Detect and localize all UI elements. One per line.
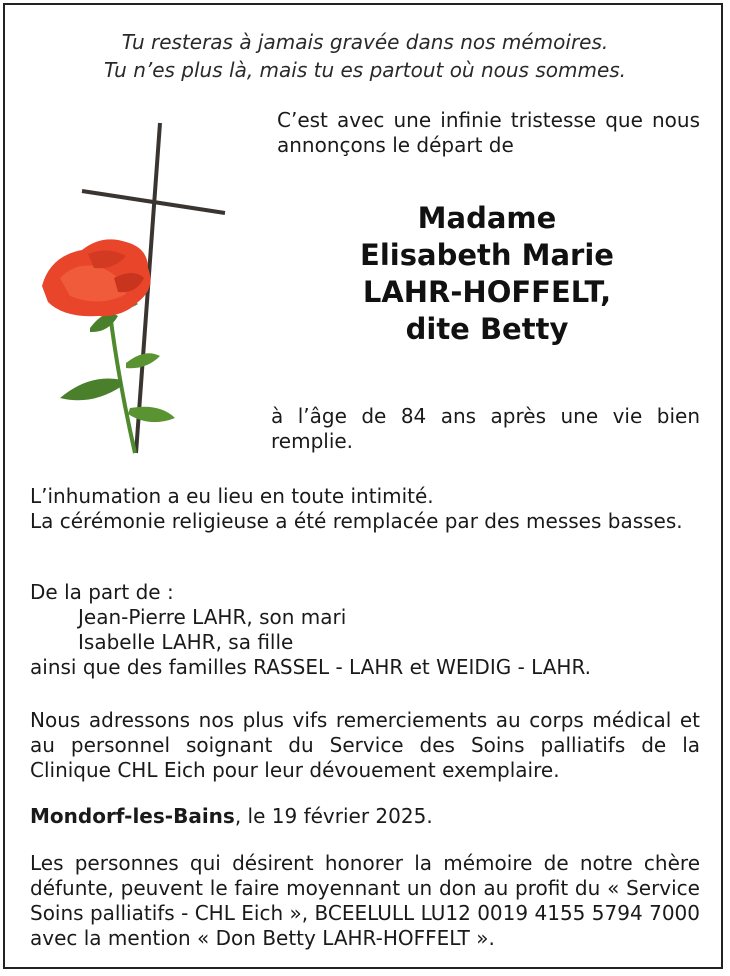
family-member-2: Isabelle LAHR, sa fille (78, 630, 294, 654)
thanks-paragraph: Nous adressons nos plus vifs remerciements au corps médical et au personnel soignant du Service des Soins palliatifs de la Clinique CHL Eich pour leur dévouement exemplaire. (30, 708, 700, 782)
notice-date: , le 19 février 2025. (234, 804, 433, 828)
family-others: ainsi que des familles RASSEL - LAHR et WEIDIG - LAHR. (30, 655, 592, 679)
announcement-intro: C’est avec une infinie tristesse que nous annonçons le départ de (277, 108, 700, 157)
place-name: Mondorf-les-Bains (30, 804, 235, 828)
deceased-name (292, 200, 682, 348)
age-text: à l’âge de 84 ans après une vie bien remplie. (271, 404, 700, 453)
poem-line-2: Tu n’es plus là, mais tu es partout où nous sommes. (103, 58, 627, 82)
name-nickname: dite Betty (405, 312, 569, 346)
burial-line-2: La cérémonie religieuse a été remplacée par des messes basses. (30, 509, 683, 533)
memorial-poem (0, 28, 730, 84)
place-date (30, 804, 700, 829)
burial-paragraph (30, 484, 700, 534)
poem-line-1: Tu resteras à jamais gravée dans nos mémoires. (121, 30, 609, 54)
name-title: Madame (417, 201, 557, 235)
family-member-1: Jean-Pierre LAHR, son mari (78, 605, 347, 629)
rose-icon (42, 239, 175, 453)
family-heading: De la part de : (30, 580, 174, 604)
name-family: LAHR-HOFFELT, (362, 275, 612, 309)
cross-and-rose-illustration (30, 118, 240, 463)
burial-line-1: L’inhumation a eu lieu en toute intimité. (30, 484, 434, 508)
donation-paragraph: Les personnes qui désirent honorer la mémoire de notre chère défunte, peuvent le faire moyennant un don au profit du « Service Soins palliatifs - CHL Eich », BCEELULL LU12 0019 4155 5794 7000 avec la mention « Don Betty LAHR-HOFFELT ». (30, 851, 700, 950)
name-given: Elisabeth Marie (360, 238, 614, 272)
family-paragraph (30, 580, 700, 680)
